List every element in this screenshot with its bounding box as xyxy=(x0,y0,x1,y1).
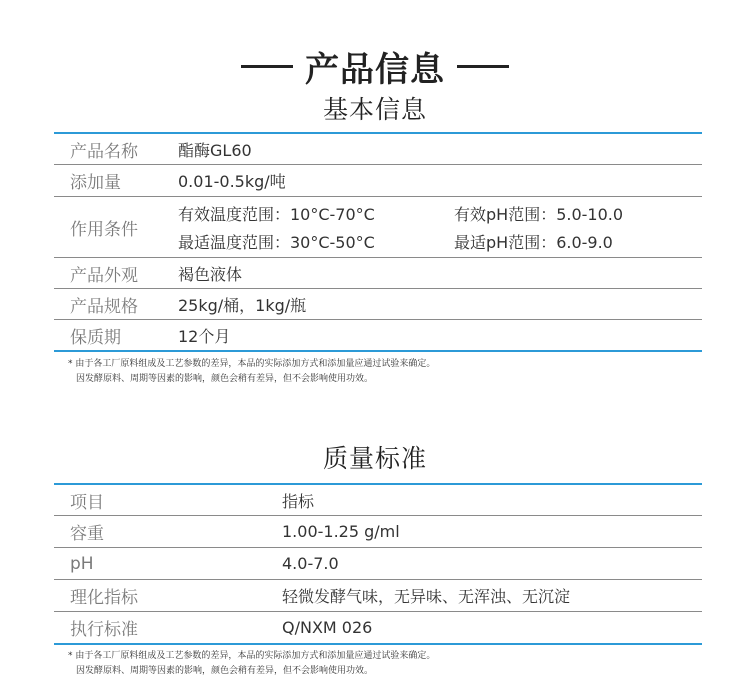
title-dash-right xyxy=(457,65,509,68)
conditions-line xyxy=(178,199,623,227)
table-row xyxy=(54,289,702,320)
row-value: 12个月 xyxy=(178,326,231,346)
row-value: 酯酶GL60 xyxy=(178,140,252,160)
optimal-ph-range: 最适pH范围：6.0-9.0 xyxy=(454,232,613,252)
footnote-line: * 由于各工厂原料组成及工艺参数的差异，本品的实际添加方式和添加量应通过试验来确定。 xyxy=(68,651,436,661)
row-label: 添加量 xyxy=(70,173,121,193)
section-title-quality-standard: 质量标准 xyxy=(322,444,427,473)
optimal-temp-range: 最适温度范围：30°C-50°C xyxy=(178,232,375,252)
table-row xyxy=(54,580,702,612)
row-label: 产品规格 xyxy=(70,296,138,317)
section-title-basic-info: 基本信息 xyxy=(322,95,427,124)
table-row xyxy=(54,134,702,165)
row-label: 产品名称 xyxy=(70,141,138,162)
row-label: 保质期 xyxy=(70,327,121,348)
page-title xyxy=(0,40,750,92)
footnote xyxy=(68,357,708,387)
quality-standard-table xyxy=(54,483,702,645)
row-value: 0.01-0.5kg/吨 xyxy=(178,172,286,191)
conditions-value xyxy=(178,199,623,255)
effective-temp-range: 有效温度范围：10°C-70°C xyxy=(178,204,375,224)
page-title-text: 产品信息 xyxy=(305,49,445,90)
table-row xyxy=(54,258,702,289)
footnote-line: 因发酵原料、周期等因素的影响，颜色会稍有差异，但不会影响使用功效。 xyxy=(76,374,374,384)
footnote-line: * 由于各工厂原料组成及工艺参数的差异，本品的实际添加方式和添加量应通过试验来确定。 xyxy=(68,359,436,369)
table-row xyxy=(54,612,702,643)
table-row xyxy=(54,320,702,350)
row-label: 产品外观 xyxy=(70,265,138,286)
row-label: 容重 xyxy=(70,524,104,544)
footnote xyxy=(68,649,708,679)
table-bottom-rule xyxy=(54,350,702,352)
row-label: 理化指标 xyxy=(70,588,138,608)
row-value: 褐色液体 xyxy=(178,264,243,284)
row-value: 1.00-1.25 g/ml xyxy=(282,522,400,541)
effective-ph-range: 有效pH范围：5.0-10.0 xyxy=(454,204,624,224)
table-header-row xyxy=(54,485,702,516)
conditions-line xyxy=(178,227,623,255)
column-header: 项目 xyxy=(70,492,104,513)
row-value: 25kg/桶，1kg/瓶 xyxy=(178,295,307,315)
row-value: Q/NXM 026 xyxy=(282,618,373,637)
basic-info-table xyxy=(54,132,702,352)
table-row xyxy=(54,165,702,197)
table-row xyxy=(54,548,702,580)
row-label: pH xyxy=(70,553,94,574)
table-row xyxy=(54,197,702,258)
table-row xyxy=(54,516,702,548)
column-header: 指标 xyxy=(282,491,315,511)
footnote-line: 因发酵原料、周期等因素的影响，颜色会稍有差异，但不会影响使用功效。 xyxy=(76,666,374,676)
title-dash-left xyxy=(241,65,293,68)
row-value: 轻微发酵气味，无异味、无浑浊、无沉淀 xyxy=(282,587,571,606)
table-bottom-rule xyxy=(54,643,702,645)
row-label: 执行标准 xyxy=(70,620,138,640)
row-value: 4.0-7.0 xyxy=(282,554,339,573)
row-label: 作用条件 xyxy=(70,219,138,240)
